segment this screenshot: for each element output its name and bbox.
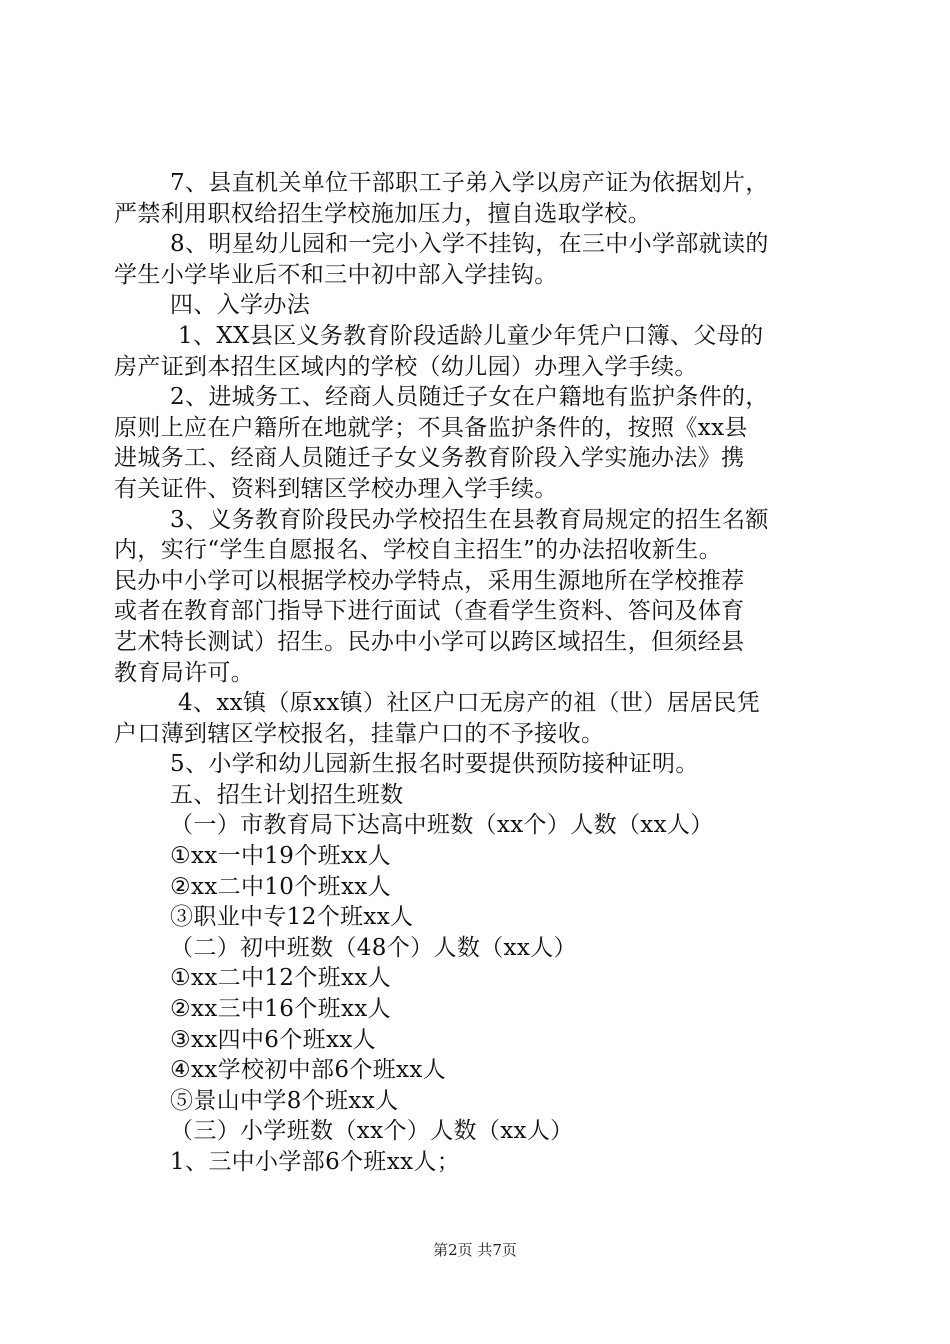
text-line: 有关证件、资料到辖区学校办理入学手续。 — [114, 475, 558, 502]
text-line: 4、xx镇（原xx镇）社区户口无房产的祖（世）居居民凭 — [178, 690, 760, 717]
text-line: 1、XX县区义务教育阶段适龄儿童少年凭户口簿、父母的 — [178, 322, 764, 349]
text-line: 3、义务教育阶段民办学校招生在县教育局规定的招生名额 — [170, 506, 769, 533]
text-line: 7、县直机关单位干部职工子弟入学以房产证为依据划片， — [170, 170, 769, 196]
text-line: 教育局许可。 — [114, 659, 255, 686]
page-footer: 第2页 共7页 — [433, 1241, 517, 1259]
text-line: 房产证到本招生区域内的学校（幼儿园）办理入学手续。 — [114, 353, 698, 380]
text-line: 原则上应在户籍所在地就学；不具备监护条件的，按照《xx县 — [114, 414, 748, 441]
text-line: 严禁利用职权给招生学校施加压力，擅自选取学校。 — [114, 200, 652, 227]
text-line: 1、三中小学部6个班xx人； — [170, 1149, 461, 1175]
text-line: ②xx三中16个班xx人 — [170, 996, 391, 1023]
text-line: 民办中小学可以根据学校办学特点，采用生源地所在学校推荐 — [114, 567, 745, 594]
text-line: 或者在教育部门指导下进行面试（查看学生资料、答问及体育 — [114, 598, 745, 625]
text-line: 学生小学毕业后不和三中初中部入学挂钩。 — [114, 261, 558, 288]
text-line: 进城务工、经商人员随迁子女义务教育阶段入学实施办法》携 — [114, 445, 745, 472]
text-line: 内，实行“学生自愿报名、学校自主招生”的办法招收新生。 — [114, 537, 722, 564]
text-line: 2、进城务工、经商人员随迁子女在户籍地有监护条件的， — [170, 384, 769, 411]
text-line: ①xx一中19个班xx人 — [170, 843, 391, 870]
text-line: （三）小学班数（xx个）人数（xx人） — [170, 1118, 574, 1145]
text-line: ③职业中专12个班xx人 — [170, 904, 414, 931]
text-line: ④xx学校初中部6个班xx人 — [170, 1057, 447, 1084]
text-line: 5、小学和幼儿园新生报名时要提供预防接种证明。 — [170, 751, 699, 778]
text-line: 艺术特长测试）招生。民办中小学可以跨区域招生，但须经县 — [114, 628, 745, 655]
document-body — [114, 168, 844, 1178]
text-line: ③xx四中6个班xx人 — [170, 1026, 376, 1053]
text-line: （二）初中班数（48个）人数（xx人） — [170, 934, 577, 961]
text-line: （一）市教育局下达高中班数（xx个）人数（xx人） — [170, 812, 714, 839]
text-line: 户口薄到辖区学校报名，挂靠户口的不予接收。 — [114, 720, 605, 747]
text-line: 8、明星幼儿园和一完小入学不挂钩，在三中小学部就读的 — [170, 231, 769, 258]
text-line: ②xx二中10个班xx人 — [170, 873, 391, 900]
text-line: 四、入学办法 — [170, 292, 311, 319]
text-line: ①xx二中12个班xx人 — [170, 965, 391, 992]
text-line: ⑤景山中学8个班xx人 — [170, 1087, 399, 1114]
text-line: 五、招生计划招生班数 — [170, 781, 404, 808]
